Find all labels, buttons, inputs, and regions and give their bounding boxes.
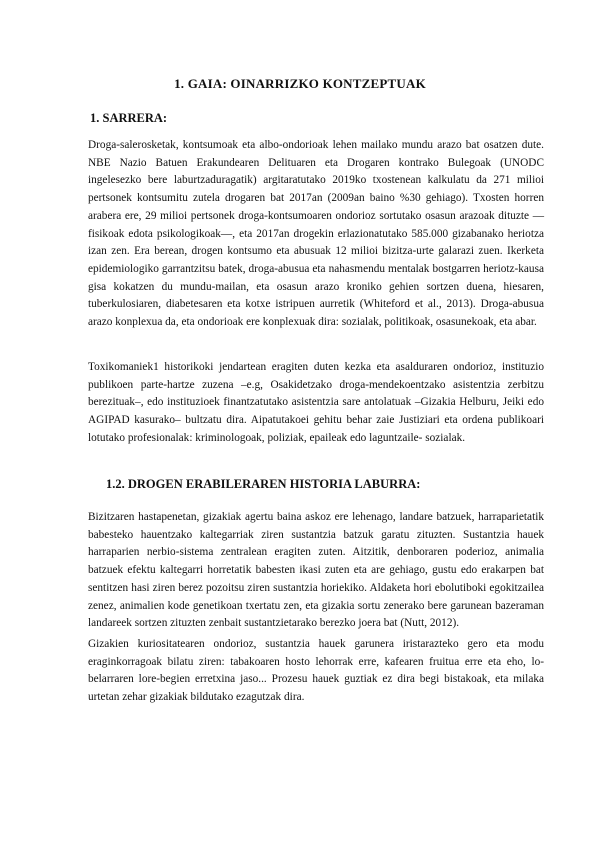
paragraph: Bizitzaren hastapenetan, gizakiak agertu baina askoz ere lehenago, landare batzuek, harraparietatik babesteko hauentzako kaltegarriak ziren sustantzia batzuk garatu zituzten. Sustantzia hauek harraparien nerbio-sistema zentralean eragiten zuten. Aitzitik, denboraren poderioz, animalia batzuek efektu kaltegarri horretatik babesten ikasi zuten eta are gehiago, gustu edo erakarpen bat sentitzen hasi ziren berez pozoitsu ziren sustantzia horiekiko. Aldaketa hori ebolutiboki egokitzailea zenez, animalien kode genetikoan txertatu zen, eta gizakia sortu zenerako bere garunean bazeraman landareek sortzen zituzten zenbait sustantzietarako berezko joera bat (Nutt, 2012). bbox=[88, 511, 544, 630]
paragraph: Droga-salerosketak, kontsumoak eta albo-ondorioak lehen mailako mundu arazo bat osatzen dute. NBE Nazio Batuen Erakundearen Delituaren eta Drogaren kontrako Bulegoak (UNODC ingelesezko bere laburtzaduragatik) argitaratutako 2019ko txostenean kalkulatu da 271 milioi pertsonek kontsumitu zutela drogaren bat 2017an (2009an baino %30 gehiago). Txosten horren arabera ere, 29 milioi pertsonek droga-kontsumoaren ondorioz sortutako osasun arazoak dituzte —fisikoak edota psikologikoak—, eta 2017an drogekin erlazionatutako 585.000 gizabanako heriotza izan zen. Era berean, drogen kontsumo eta abusuak 12 milioi bizitza-urte galarazi zuen. Ikerketa epidemiologiko garrantzitsu batek, droga-abusua eta nahasmendu mentalak bostgarren heriotz-kausa gisa kokatzen du mundu-mailan, eta osasun arazo kroniko gehien sortzen duena, hiesaren, tuberkulosiaren, diabetesaren eta kotxe istripuen aurretik (Whiteford et al., 2013). Droga-abusua arazo konplexua da, eta ondorioak ere konplexuak dira: sozialak, politikoak, osasunekoak, eta abar. bbox=[88, 139, 544, 329]
chapter-title: 1. GAIA: OINARRIZKO KONTZEPTUAK bbox=[174, 76, 426, 91]
paragraph: Toxikomaniek1 historikoki jendartean eragiten duten kezka eta asalduraren ondorioz, instituzio publikoen parte-hartze zuzena –e.g, Osakidetzako droga-mendekoentzako asistentzia zerbitzu berezituak–, edo instituzioek finantzatutako asistentzia sare antolatuak –Gizakia Helburu, Jeiki edo AGIPAD kasurako– bultzatu dira. Aipatutakoei gehitu behar zaie Justiziari eta ordena publikoari lotutako profesionalak: kriminologoak, poliziak, epaileak edo laguntzaile- sozialak. bbox=[88, 361, 544, 444]
section-heading-sarrera: 1. SARRERA: bbox=[90, 111, 168, 125]
paragraph: Gizakien kuriositatearen ondorioz, sustantzia hauek garunera iristarazteko gero eta modu eraginkorragoak bilatu ziren: tabakoaren hosto lehorrak erre, kafearen fruitua erre eta eho, lo-belarraren lore-begien erretxina jaso... Prozesu hauek guztiak ez dira begi bistakoak, eta milaka urtetan zehar gizakiak bildutako ezagutzak dira. bbox=[88, 638, 544, 704]
section-heading-historia: 1.2. DROGEN ERABILERAREN HISTORIA LABURRA: bbox=[106, 477, 421, 491]
